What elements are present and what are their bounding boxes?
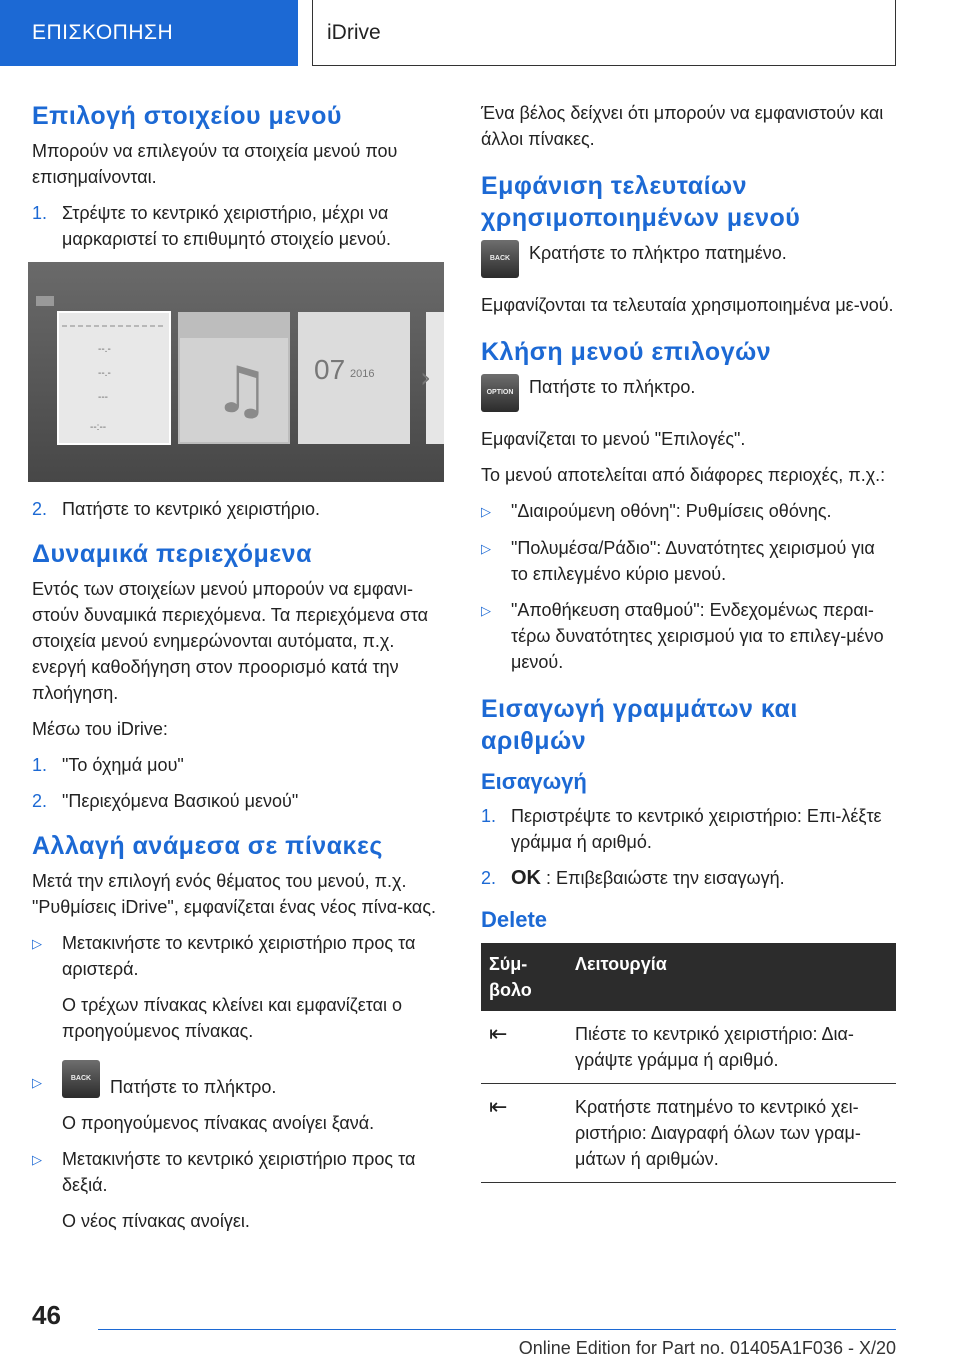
heading-entry: Εισαγωγή [481,769,587,794]
back-button-icon: BACK [481,240,519,278]
footer [98,1329,896,1358]
text-options-areas: Το μενού αποτελείται από διάφορες περιοχές, π.χ.: [481,465,886,485]
section-label: ΕΠΙΣΚΟΠΗΣΗ [32,21,174,44]
step-1-text: Στρέψτε το κεντρικό χειριστήριο, μέχρι να μαρκαριστεί το επιθυμητό στοιχείο μενού. [62,203,392,249]
text-switch: Μετά την επιλογή ενός θέματος του μενού, π.χ. "Ρυθμίσεις iDrive", εμφανίζεται ένας νέος πίνα-κας. [32,871,437,917]
text-recent-result: Εμφανίζονται τα τελευταία χρησιμοποιημένα με-νού. [481,295,894,315]
via-1: 1. "Το όχημά μου" [32,752,444,778]
via-2-text: "Περιεχόμενα Βασικού μενού" [62,791,299,811]
delete-table [481,943,896,1183]
text-arrow: Ένα βέλος δείχνει ότι μπορούν να εμφανιστούν και άλλοι πίνακες. [481,103,884,149]
svg-text:›: › [420,361,432,394]
bullet-back-sub: Ο προηγούμενος πίνακας ανοίγει ξανά. [62,1113,375,1133]
screen-value-4: --:-- [90,422,107,433]
right-column [481,100,896,1183]
triangle-right-icon: ▷ [32,1152,42,1167]
back-button-icon: BACK [62,1060,100,1098]
text-via: Μέσω του iDrive: [32,719,168,739]
chapter-label: iDrive [327,20,381,44]
screen-value-2: --.- [98,368,111,379]
bullet-left-sub: Ο τρέχων πίνακας κλείνει και εμφανίζεται ο προηγούμενος πίνακας. [62,995,403,1041]
via-2: 2. "Περιεχόμενα Βασικού μενού" [32,788,444,814]
left-column [32,100,444,1244]
heading-switch: Αλλαγή ανάμεσα σε πίνακες [32,832,383,860]
via-1-text: "Το όχημά μου" [62,755,184,775]
triangle-right-icon: ▷ [32,1075,42,1090]
options-action [481,374,896,412]
bullet-back [32,1060,444,1100]
entry-2: 2. OK : Επιβεβαιώστε την εισαγωγή. [481,867,785,889]
heading-input: Εισαγωγή γραμμάτων και αριθμών [481,695,798,755]
col-symbol: Σύμ-βολο [481,943,567,1011]
text-options-result: Εμφανίζεται το μενού "Επιλογές". [481,429,746,449]
page-number: 46 [32,1300,61,1330]
backspace-arrow-icon: ⇤ [481,1084,567,1183]
section-tab [0,0,298,66]
area-3 [481,597,896,675]
area-3-text: "Αποθήκευση σταθμού": Ενδεχομένως περαι-τέρω δυνατότητες χειρισμού για το επιλεγ-μένο μενού. [511,600,884,672]
table-row [481,1084,896,1183]
area-2 [481,535,896,587]
svg-text:♫: ♫ [213,354,271,428]
entry-2-text: : Επιβεβαιώστε την εισαγωγή. [546,868,785,888]
idrive-screenshot [28,262,444,482]
bullet-left [32,930,444,982]
options-action-text: Πατήστε το πλήκτρο. [529,377,696,397]
entry-1-text: Περιστρέψτε το κεντρικό χειριστήριο: Επι-λέξτε γράμμα ή αριθμό. [511,806,882,852]
screenshot-graphic [28,262,444,482]
triangle-right-icon: ▷ [481,603,491,618]
option-button-icon: OPTION [481,374,519,412]
ok-icon: OK [511,867,541,889]
bullet-back-text: Πατήστε το πλήκτρο. [110,1077,277,1097]
triangle-right-icon: ▷ [481,504,491,519]
text-dynamic: Εντός των στοιχείων μενού μπορούν να εμφανι-στούν δυναμικά περιεχόμενα. Τα περιεχόμενα στα στοιχεία μενού ενημερώνονται αυτόματα, π.χ. ενεργή καθοδήγηση στον προορισμό κατά την πλοήγηση. [32,579,429,703]
step-1: 1. Στρέψτε το κεντρικό χειριστήριο, μέχρι να μαρκαριστεί το επιθυμητό στοιχείο μενού. [32,200,444,252]
bullet-right-sub: Ο νέος πίνακας ανοίγει. [62,1211,250,1231]
heading-recent: Εμφάνιση τελευταίων χρησιμοποιημένων μενού [481,172,801,232]
screen-value-3: --- [98,392,108,403]
step-2: 2. Πατήστε το κεντρικό χειριστήριο. [32,496,444,522]
heading-select-item: Επιλογή στοιχείου μενού [32,102,342,130]
screen-number: 07 [314,354,346,385]
col-function: Λειτουργία [567,943,896,1011]
entry-1: 1. Περιστρέψτε το κεντρικό χειριστήριο: Επι-λέξτε γράμμα ή αριθμό. [481,803,896,855]
screen-year: 2016 [350,368,375,380]
triangle-right-icon: ▷ [32,936,42,951]
bullet-right-text: Μετακινήστε το κεντρικό χειριστήριο προς τα δεξιά. [62,1149,416,1195]
bullet-left-text: Μετακινήστε το κεντρικό χειριστήριο προς τα αριστερά. [62,933,416,979]
edition-text: Online Edition for Part no. 01405A1F036 - X/20 [518,1338,896,1358]
area-1 [481,498,896,525]
table-row [481,1011,896,1084]
row-2-text: Κρατήστε πατημένο το κεντρικό χει-ριστήριο: Διαγραφή όλων των γραμ-μάτων ή αριθμών. [567,1084,896,1183]
row-1-text: Πιέστε το κεντρικό χειριστήριο: Δια-γράψτε γράμμα ή αριθμό. [567,1011,896,1084]
triangle-right-icon: ▷ [481,541,491,556]
recent-action-text: Κρατήστε το πλήκτρο πατημένο. [529,243,787,263]
text-select: Μπορούν να επιλεγούν τα στοιχεία μενού που επισημαίνονται. [32,141,398,187]
heading-options: Κλήση μενού επιλογών [481,338,772,366]
chapter-title [312,0,896,66]
backspace-arrow-icon: ⇤ [481,1011,567,1084]
screen-value-1: --.- [98,344,111,355]
heading-dynamic: Δυναμικά περιεχόμενα [32,540,312,568]
step-2-text: Πατήστε το κεντρικό χειριστήριο. [62,499,320,519]
recent-action [481,240,896,278]
area-1-text: "Διαιρούμενη οθόνη": Ρυθμίσεις οθόνης. [511,501,832,521]
table-header [481,943,896,1011]
bullet-right [32,1146,444,1198]
area-2-text: "Πολυμέσα/Ράδιο": Δυνατότητες χειρισμού για το επιλεγμένο κύριο μενού. [511,538,875,584]
heading-delete: Delete [481,907,548,932]
